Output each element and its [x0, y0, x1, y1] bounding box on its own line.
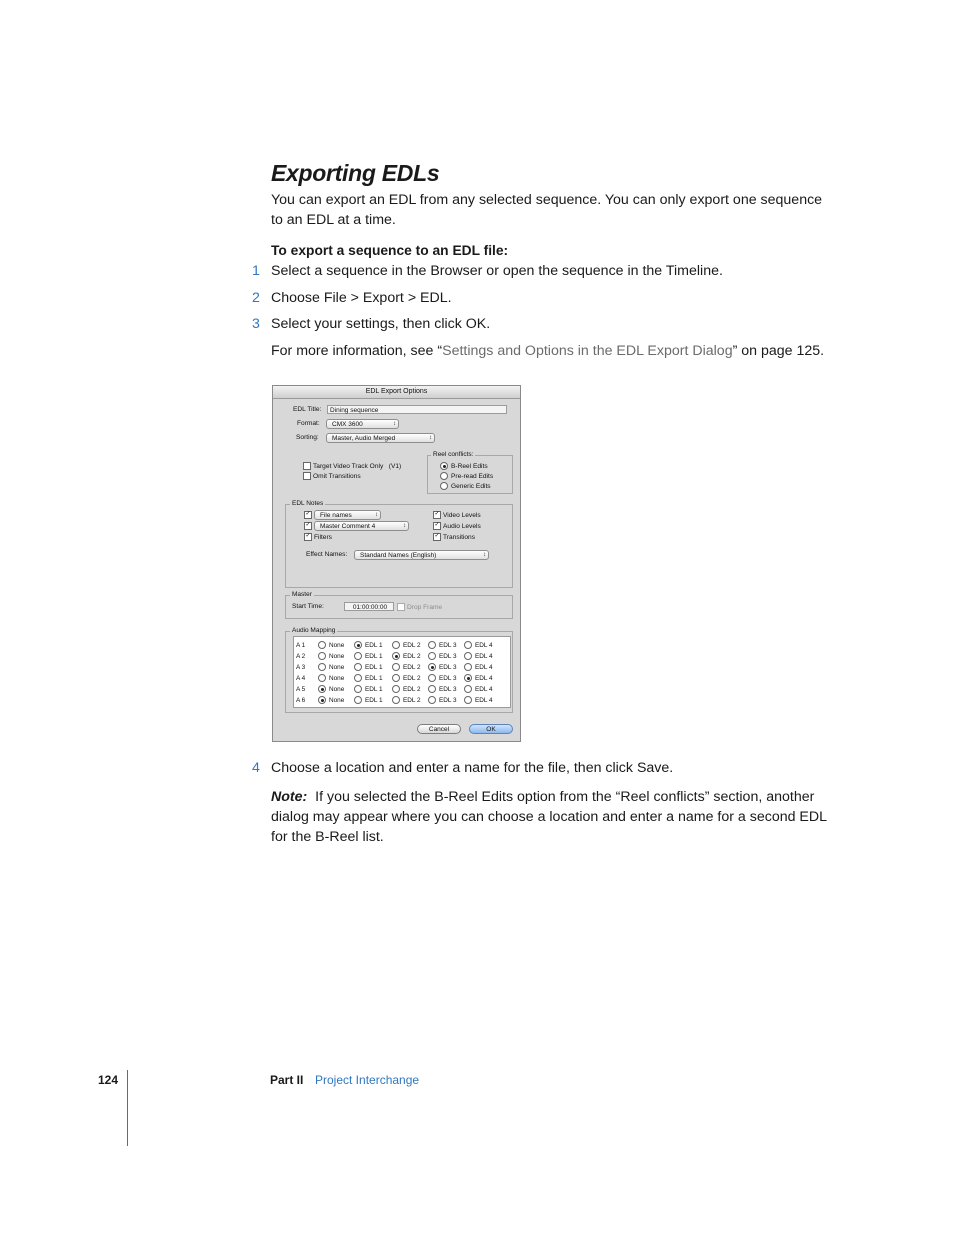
radio-icon[interactable] [464, 663, 472, 671]
target-video-option[interactable] [303, 462, 401, 470]
track-label: A 5 [296, 686, 306, 693]
mapping-option-label: None [329, 642, 345, 649]
radio-icon[interactable] [464, 641, 472, 649]
mapping-option[interactable] [464, 663, 493, 673]
mapping-option-label: EDL 3 [439, 686, 457, 693]
mapping-option[interactable] [464, 641, 493, 651]
note-text: If you selected the B-Reel Edits option from the “Reel conflicts” section, another dialog may appear where you can choose a location and enter a name for a second EDL for the B-Reel list. [271, 789, 827, 845]
chevron-updown-icon: ↕ [429, 435, 432, 441]
mapping-option[interactable] [318, 674, 344, 684]
mapping-option-label: EDL 4 [475, 653, 493, 660]
mapping-option[interactable] [354, 696, 383, 706]
mapping-option[interactable] [392, 674, 421, 684]
edl-export-dialog [272, 385, 521, 742]
edl-notes-label: EDL Notes [292, 500, 324, 507]
step-text: Choose File > Export > EDL. [271, 290, 452, 306]
mapping-option[interactable] [428, 685, 457, 695]
checkmark-icon[interactable]: ✓ [305, 522, 311, 528]
radio-icon[interactable] [392, 663, 400, 671]
section-title: Exporting EDLs [271, 160, 440, 186]
mapping-option[interactable] [464, 674, 493, 684]
step-text: Select a sequence in the Browser or open the sequence in the Timeline. [271, 263, 723, 279]
sorting-label: Sorting: [296, 434, 319, 441]
mapping-option-label: EDL 1 [365, 697, 383, 704]
master-comment-value: Master Comment 4 [320, 523, 376, 530]
radio-icon[interactable] [464, 696, 472, 704]
mapping-option-label: EDL 4 [475, 697, 493, 704]
step-text: Select your settings, then click OK. [271, 316, 491, 332]
radio-icon[interactable] [354, 652, 362, 660]
mapping-option-label: EDL 2 [403, 697, 421, 704]
mapping-option-label: EDL 3 [439, 642, 457, 649]
transitions-label: Transitions [443, 533, 476, 541]
mapping-option-label: EDL 2 [403, 653, 421, 660]
step-number: 1 [252, 263, 260, 279]
more-info-suffix: ” on page 125. [732, 343, 825, 359]
checkmark-icon[interactable]: ✓ [434, 533, 440, 539]
mapping-option[interactable] [464, 696, 493, 706]
radio-selected-icon[interactable] [354, 641, 362, 649]
chevron-updown-icon: ↕ [403, 523, 406, 529]
mapping-option[interactable] [464, 685, 493, 695]
master-group [285, 591, 513, 619]
mapping-option[interactable] [428, 674, 457, 684]
chevron-updown-icon: ↕ [483, 552, 486, 558]
radio-icon[interactable] [440, 472, 448, 480]
radio-icon[interactable] [392, 674, 400, 682]
radio-selected-icon[interactable] [464, 674, 472, 682]
radio-icon[interactable] [392, 641, 400, 649]
radio-selected-icon[interactable] [318, 685, 326, 693]
note-label: Note: [271, 789, 308, 805]
chapter-link[interactable]: Project Interchange [315, 1073, 420, 1087]
effect-names-popup[interactable] [354, 550, 489, 560]
sorting-value: Master, Audio Merged [332, 435, 396, 442]
mapping-option[interactable] [354, 685, 383, 695]
mapping-option-label: EDL 3 [439, 664, 457, 671]
checkmark-icon[interactable]: ✓ [305, 533, 311, 539]
audio-mapping-table [293, 636, 511, 708]
omit-transitions-option[interactable] [303, 472, 361, 480]
mapping-option[interactable] [354, 674, 383, 684]
checkbox-icon[interactable] [303, 472, 311, 480]
radio-selected-icon[interactable] [318, 696, 326, 704]
step-text: Choose a location and enter a name for the file, then click Save. [271, 760, 674, 776]
mapping-option[interactable] [354, 652, 383, 662]
mapping-option[interactable] [392, 652, 421, 662]
note-paragraph [271, 787, 831, 847]
mapping-option-label: None [329, 653, 345, 660]
page-number: 124 [98, 1073, 119, 1087]
mapping-option-label: EDL 4 [475, 686, 493, 693]
step-number: 3 [252, 316, 260, 332]
mapping-option-label: EDL 2 [403, 675, 421, 682]
mapping-option[interactable] [392, 696, 421, 706]
more-info-sentence [271, 343, 824, 359]
radio-selected-icon[interactable] [392, 652, 400, 660]
mapping-option-label: EDL 2 [403, 642, 421, 649]
cancel-button[interactable]: Cancel [417, 724, 461, 734]
mapping-option[interactable] [318, 652, 344, 662]
transitions-option[interactable] [433, 533, 475, 541]
radio-icon[interactable] [354, 663, 362, 671]
mapping-option-label: EDL 2 [403, 686, 421, 693]
radio-icon[interactable] [354, 696, 362, 704]
mapping-option-label: EDL 4 [475, 664, 493, 671]
procedure-heading: To export a sequence to an EDL file: [271, 243, 509, 258]
mapping-option-label: EDL 1 [365, 675, 383, 682]
master-comment-popup[interactable] [314, 521, 409, 531]
effect-names-label: Effect Names: [306, 551, 348, 558]
edl-title-field[interactable]: Dining sequence [327, 405, 507, 414]
track-label: A 1 [296, 642, 306, 649]
reel-option[interactable] [440, 472, 493, 480]
mapping-option[interactable] [428, 641, 457, 651]
filters-label: Filters [314, 533, 332, 541]
file-names-popup[interactable] [314, 510, 381, 520]
mapping-option[interactable] [354, 663, 383, 673]
radio-icon[interactable] [464, 652, 472, 660]
step-number: 2 [252, 290, 260, 306]
checkbox-icon[interactable] [397, 603, 405, 611]
radio-icon[interactable] [428, 641, 436, 649]
master-label: Master [292, 591, 312, 598]
master-comment-option[interactable] [304, 522, 314, 530]
mapping-option-label: EDL 2 [403, 664, 421, 671]
mapping-option[interactable] [464, 652, 493, 662]
mapping-option[interactable] [428, 696, 457, 706]
mapping-option-label: EDL 3 [439, 653, 457, 660]
radio-icon[interactable] [428, 685, 436, 693]
more-info-prefix: For more information, see “ [271, 343, 443, 359]
format-value: CMX 3600 [332, 421, 363, 428]
cross-reference-link[interactable]: Settings and Options in the EDL Export Dialog [442, 343, 733, 359]
mapping-option-label: None [329, 686, 345, 693]
mapping-option[interactable] [392, 685, 421, 695]
video-levels-label: Video Levels [443, 511, 481, 519]
mapping-option-label: None [329, 675, 345, 682]
track-label: A 3 [296, 664, 306, 671]
filters-option[interactable] [304, 533, 332, 541]
mapping-option[interactable] [392, 663, 421, 673]
radio-icon[interactable] [392, 685, 400, 693]
mapping-option-label: EDL 3 [439, 697, 457, 704]
reel-conflicts-label: Reel conflicts: [433, 451, 474, 458]
radio-icon[interactable] [428, 696, 436, 704]
mapping-option[interactable] [318, 696, 344, 706]
chevron-updown-icon: ↕ [393, 421, 396, 427]
edl-notes-group [285, 500, 513, 588]
reel-option[interactable] [440, 462, 488, 470]
step-number: 4 [252, 760, 260, 776]
target-video-track: (V1) [388, 462, 402, 470]
mapping-option[interactable] [428, 652, 457, 662]
audio-levels-option[interactable] [433, 522, 481, 530]
radio-icon[interactable] [440, 482, 448, 490]
radio-icon[interactable] [318, 674, 326, 682]
target-video-label: Target Video Track Only [313, 462, 384, 470]
mapping-option-label: EDL 1 [365, 664, 383, 671]
file-names-value: File names [320, 512, 352, 519]
dialog-title: EDL Export Options [273, 386, 520, 399]
mapping-option-label: EDL 1 [365, 686, 383, 693]
radio-icon[interactable] [318, 641, 326, 649]
track-label: A 2 [296, 653, 306, 660]
checkmark-icon[interactable]: ✓ [434, 511, 440, 517]
mapping-option[interactable] [318, 641, 344, 651]
drop-frame-label: Drop Frame [407, 603, 443, 611]
effect-names-value: Standard Names (English) [360, 552, 437, 559]
mapping-option-label: EDL 1 [365, 653, 383, 660]
omit-transitions-label: Omit Transitions [313, 472, 361, 480]
mapping-option[interactable] [392, 641, 421, 651]
file-names-option[interactable] [304, 511, 314, 519]
reel-option-label: Generic Edits [451, 482, 491, 490]
intro-paragraph: You can export an EDL from any selected sequence. You can only export one sequence to an EDL at a time. [271, 192, 823, 228]
reel-option[interactable] [440, 482, 491, 490]
footer-divider [127, 1070, 128, 1146]
mapping-option[interactable] [318, 685, 344, 695]
start-time-label: Start Time: [292, 603, 324, 610]
mapping-option-label: None [329, 697, 345, 704]
radio-icon[interactable] [428, 674, 436, 682]
track-label: A 4 [296, 675, 306, 682]
radio-icon[interactable] [354, 685, 362, 693]
video-levels-option[interactable] [433, 511, 481, 519]
mapping-option-label: EDL 4 [475, 675, 493, 682]
radio-selected-icon[interactable] [428, 663, 436, 671]
reel-option-label: B-Reel Edits [451, 462, 488, 470]
reel-conflicts-group [427, 451, 513, 494]
edl-title-label: EDL Title: [293, 406, 322, 413]
radio-icon[interactable] [354, 674, 362, 682]
reel-option-label: Pre-read Edits [451, 472, 494, 480]
chevron-updown-icon: ↕ [375, 512, 378, 518]
mapping-option[interactable] [318, 663, 344, 673]
mapping-option-label: EDL 1 [365, 642, 383, 649]
track-label: A 6 [296, 697, 306, 704]
radio-icon[interactable] [392, 696, 400, 704]
radio-icon[interactable] [318, 663, 326, 671]
format-popup[interactable] [326, 419, 399, 429]
format-label: Format: [297, 420, 320, 427]
mapping-option-label: EDL 4 [475, 642, 493, 649]
radio-selected-icon[interactable] [440, 462, 448, 470]
drop-frame-option[interactable] [397, 603, 442, 611]
mapping-option-label: EDL 3 [439, 675, 457, 682]
mapping-option[interactable] [428, 663, 457, 673]
sorting-popup[interactable] [326, 433, 435, 443]
start-time-field[interactable]: 01:00:00:00 [344, 602, 394, 611]
audio-levels-label: Audio Levels [443, 522, 481, 530]
part-label: Part II [270, 1073, 304, 1087]
radio-icon[interactable] [464, 685, 472, 693]
checkmark-icon[interactable]: ✓ [434, 522, 440, 528]
radio-icon[interactable] [428, 652, 436, 660]
checkmark-icon[interactable]: ✓ [305, 511, 311, 517]
audio-mapping-label: Audio Mapping [292, 627, 336, 634]
checkbox-icon[interactable] [303, 462, 311, 470]
mapping-option[interactable] [354, 641, 383, 651]
ok-button[interactable]: OK [469, 724, 513, 734]
radio-icon[interactable] [318, 652, 326, 660]
mapping-option-label: None [329, 664, 345, 671]
